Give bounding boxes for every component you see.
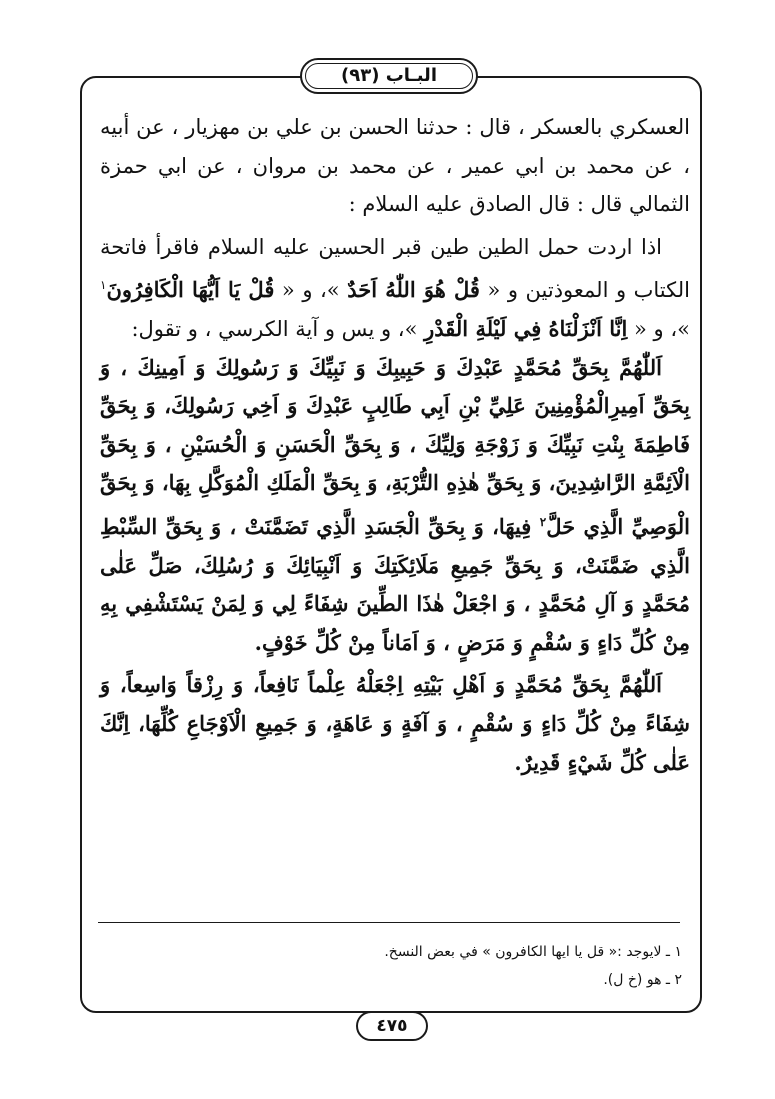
- page-number: ٤٧٥: [376, 1016, 408, 1036]
- footnote-1: ١ ـ لايوجد :« قل يا ايها الكافرون » في بعض النسخ.: [384, 944, 682, 960]
- chapter-title: البـاب (٩٣): [341, 64, 437, 86]
- chapter-title-cartouche: [300, 58, 478, 94]
- footnote-2: ٢ ـ هو (خ ل).: [603, 972, 682, 988]
- footnotes-section: [100, 938, 682, 994]
- instruction-text-b: »، و «: [274, 278, 348, 303]
- instruction-text-a: اذا اردت حمل الطين طين قبر الحسين عليه السلام فاقرأ فاتحة الكتاب و المعوذتين و «: [100, 234, 690, 303]
- instruction-text-d: »، و يس و آية الكرسي ، و تقول:: [131, 316, 425, 341]
- instruction-text-c: »، و «: [627, 316, 690, 341]
- footnote-divider: [98, 922, 680, 923]
- supplication-1-part-b: فِيهَا، وَ بِحَقِّ الْجَسَدِ الَّذِي تَضَمَّنَتْ ، وَ بِحَقِّ السِّبْطِ الَّذِي ضَمَّنَتْ، وَ بِحَقِّ جَمِيعِ مَلَائِكَتِكَ وَ اَنْبِيَائِكَ وَ رُسُلِكَ، صَلِّ عَلٰى مُحَمَّدٍ وَ آلِ مُحَمَّدٍ ، وَ اجْعَلْ هٰذَا الطِّينَ شِفَاءً لِي وَ لِمَنْ يَسْتَشْفِي بِهِ مِنْ كُلِّ دَاءٍ وَ سُقْمٍ وَ مَرَضٍ ، وَ اَمَاناً مِنْ كُلِّ خَوْفٍ.: [100, 513, 690, 655]
- supplication-paragraph-2: اَللّٰهُمَّ بِحَقِّ مُحَمَّدٍ وَ اَهْلِ بَيْتِهِ اِجْعَلْهُ عِلْماً نَافِعاً، وَ رِزْقاً وَاسِعاً، وَ شِفَاءً مِنْ كُلِّ دَاءٍ وَ سُقْمٍ ، وَ آفَةٍ وَ عَاهَةٍ، وَ جَمِيعِ الْاَوْجَاعِ كُلِّهَا، اِنَّكَ عَلٰى كُلِّ شَيْءٍ قَدِيرٌ.: [100, 672, 690, 775]
- footnote-marker-2: ٢: [539, 514, 547, 529]
- instruction-paragraph: [100, 228, 690, 349]
- page-number-cartouche: [356, 1011, 428, 1041]
- supplication-paragraph-1: [100, 349, 690, 663]
- surah-qadr-quote: اِنَّا اَنْزَلْنَاهُ فِي لَيْلَةِ الْقَدْرِ: [424, 315, 628, 341]
- supplication-1-part-a: اَللّٰهُمَّ بِحَقِّ مُحَمَّدٍ عَبْدِكَ وَ حَبِيبِكَ وَ نَبِيِّكَ وَ رَسُولِكَ وَ اَمِينِكَ ، وَ بِحَقِّ اَمِيرِالْمُؤْمِنِينَ عَلِيِّ بْنِ اَبِي طَالِبٍ عَبْدِكَ وَ اَخِي رَسُولِكَ، وَ بِحَقِّ فَاطِمَةَ بِنْتِ نَبِيِّكَ وَ زَوْجَةِ وَلِيِّكَ ، وَ بِحَقِّ الْحَسَنِ وَ الْحُسَيْنِ ، وَ بِحَقِّ الْاَئِمَّةِ الرَّاشِدِينَ، وَ بِحَقِّ هٰذِهِ التُّرْبَةِ، وَ بِحَقِّ الْمَلَكِ الْمُوَكَّلِ بِهَا، وَ بِحَقِّ الْوَصِيِّ الَّذِي حَلَّ: [100, 354, 690, 539]
- narration-chain-paragraph: العسكري بالعسكر ، قال : حدثنا الحسن بن علي بن مهزيار ، عن أبيه ، عن محمد بن ابي عمير ، عن محمد بن مروان ، عن ابي حمزة الثمالي قال : قال الصادق عليه السلام :: [100, 115, 690, 217]
- surah-kafirun-quote: قُلْ يَا اَيُّهَا الْكَافِرُونَ: [106, 277, 275, 303]
- page-body: [100, 108, 690, 782]
- footnote-marker-1: ١: [100, 278, 107, 293]
- surah-ikhlas-quote: قُلْ هُوَ اللّٰهُ اَحَدٌ: [347, 277, 480, 303]
